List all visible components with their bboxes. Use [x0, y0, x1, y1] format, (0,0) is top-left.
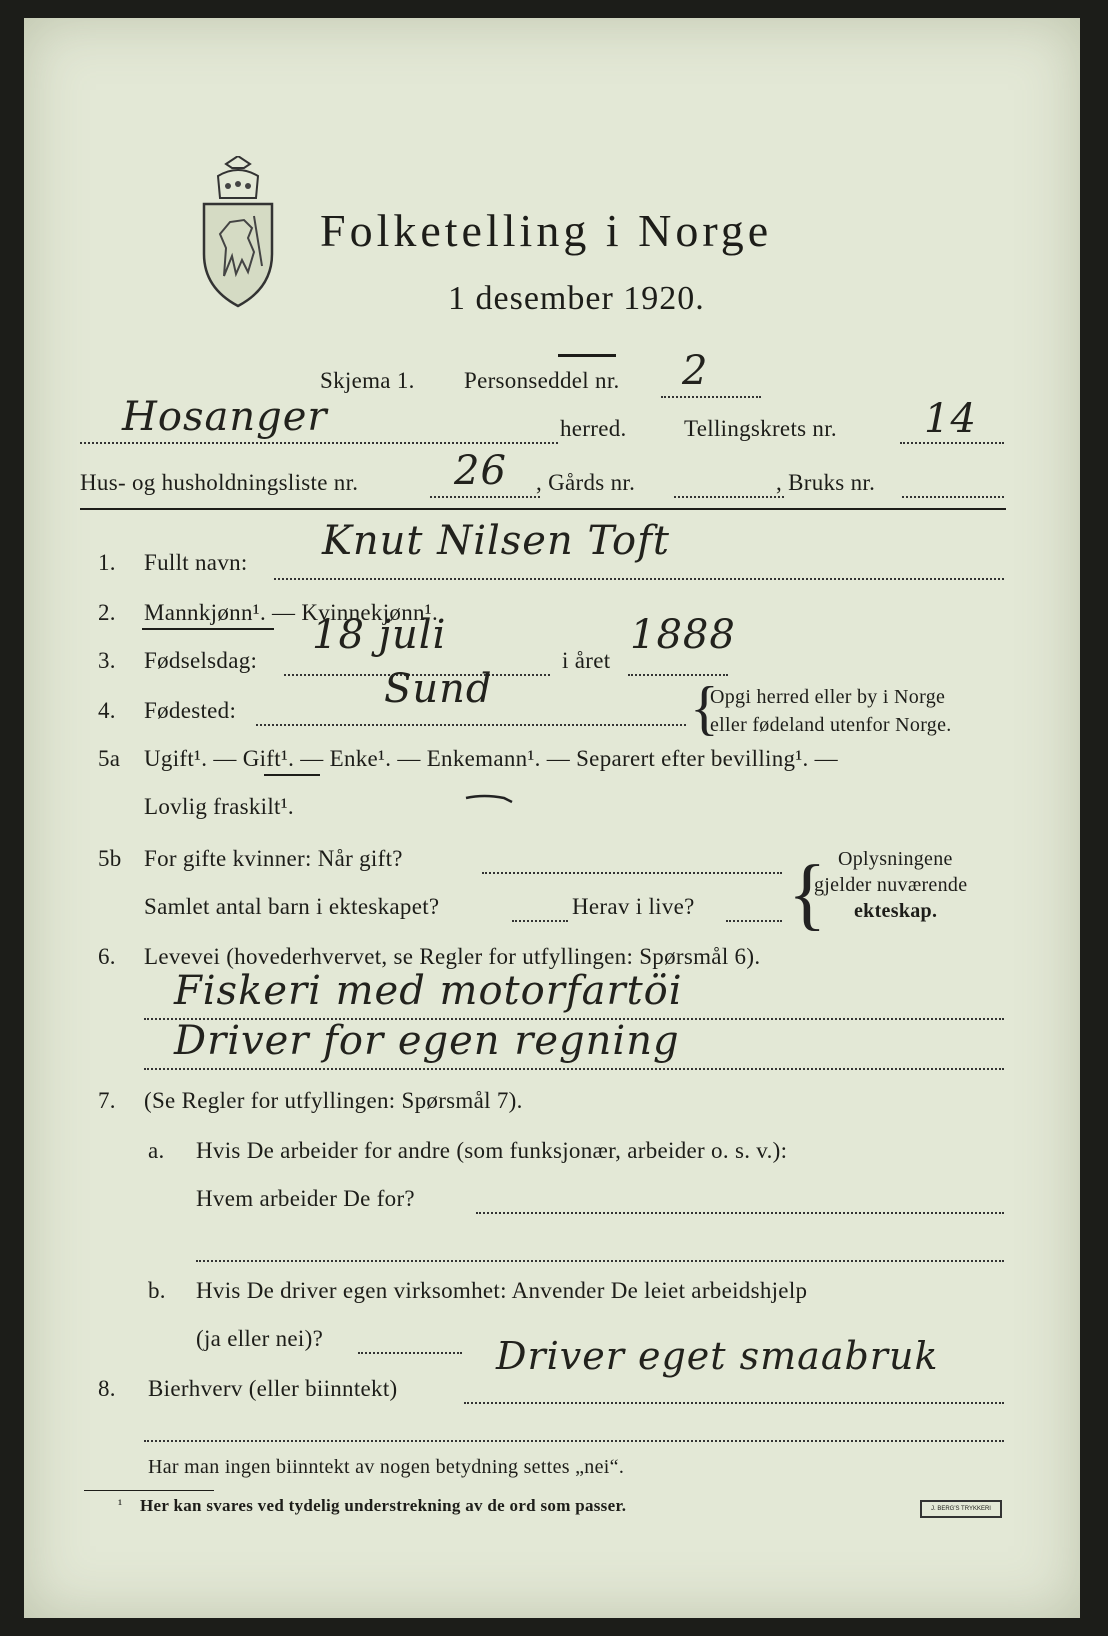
- q5a-pen-mark: [464, 788, 524, 808]
- q6-value-1[interactable]: Fiskeri med motorfartöi: [174, 968, 683, 1014]
- q4-note-2: eller fødeland utenfor Norge.: [710, 714, 952, 736]
- q7a-label-2: Hvem arbeider De for?: [196, 1186, 415, 1211]
- herred-label: herred.: [560, 416, 627, 441]
- personseddel-line: [661, 396, 761, 398]
- q6-line-2: [144, 1068, 1004, 1070]
- footnote-text: Her kan svares ved tydelig understrekning av de ord som passer.: [140, 1496, 627, 1515]
- census-date: 1 desember 1920.: [448, 280, 705, 317]
- q4-number: 4.: [98, 698, 116, 723]
- bruks-label: , Bruks nr.: [776, 470, 876, 495]
- tellingskrets-line: [900, 442, 1004, 444]
- q3-value[interactable]: 18 juli: [312, 612, 447, 658]
- q4-line: [256, 724, 686, 726]
- q5b-label: For gifte kvinner: Når gift?: [144, 846, 403, 871]
- hus-line: [430, 496, 540, 498]
- census-form-page: [24, 18, 1080, 1618]
- q5b-label-3: Herav i live?: [572, 894, 695, 919]
- q8-label: Bierhverv (eller biinntekt): [148, 1376, 398, 1401]
- q7a-line-2: [196, 1260, 1004, 1262]
- title-divider: [558, 354, 616, 357]
- q5a-label: Ugift¹. — Gift¹. — Enke¹. — Enkemann¹. — Separert efter bevilling¹. —: [144, 746, 838, 771]
- q5b-label-2: Samlet antal barn i ekteskapet?: [144, 894, 440, 919]
- q4-brace: {: [690, 675, 719, 741]
- q5a-number: 5a: [98, 746, 121, 771]
- q1-label: Fullt navn:: [144, 550, 248, 575]
- q5a-label-2: Lovlig fraskilt¹.: [144, 794, 294, 819]
- q3-year-value[interactable]: 1888: [630, 612, 736, 658]
- printer-stamp-text: J. BERG'S TRYKKERI: [931, 1506, 991, 1512]
- personseddel-label: Personseddel nr.: [464, 368, 620, 393]
- q1-line: [274, 578, 1004, 580]
- q8-number: 8.: [98, 1376, 116, 1401]
- q5b-line-3: [726, 920, 782, 922]
- personseddel-value[interactable]: 2: [682, 348, 709, 394]
- q1-number: 1.: [98, 550, 116, 575]
- q7b-label-2: (ja eller nei)?: [196, 1326, 324, 1351]
- q4-value[interactable]: Sund: [384, 666, 493, 712]
- q2-underline: [142, 628, 274, 630]
- q6-number: 6.: [98, 944, 116, 969]
- q1-value[interactable]: Knut Nilsen Toft: [322, 518, 670, 564]
- bruks-line: [902, 496, 1004, 498]
- q4-note-1: Opgi herred eller by i Norge: [710, 686, 946, 708]
- q8-line-2: [144, 1440, 1004, 1442]
- q7a-label: Hvis De arbeider for andre (som funksjonær, arbeider o. s. v.):: [196, 1138, 788, 1163]
- skjema-label: Skjema 1.: [320, 368, 415, 393]
- q8-value[interactable]: Driver eget smaabruk: [496, 1334, 939, 1378]
- q5b-line-1: [482, 872, 782, 874]
- q7b-number: b.: [148, 1278, 166, 1303]
- hus-label: Hus- og husholdningsliste nr.: [80, 470, 359, 495]
- q3-number: 3.: [98, 648, 116, 673]
- gaards-label: , Gårds nr.: [536, 470, 636, 495]
- q7b-line: [358, 1352, 462, 1354]
- q7b-label: Hvis De driver egen virksomhet: Anvender De leiet arbeidshjelp: [196, 1278, 808, 1303]
- q5b-note-3: ekteskap.: [854, 900, 938, 922]
- gaards-line: [674, 496, 784, 498]
- q7a-line-1: [476, 1212, 1004, 1214]
- hus-value[interactable]: 26: [454, 448, 507, 494]
- q5b-line-2: [512, 920, 568, 922]
- q5b-note-1: Oplysningene: [838, 848, 953, 870]
- tellingskrets-label: Tellingskrets nr.: [684, 416, 837, 441]
- q7-number: 7.: [98, 1088, 116, 1113]
- footer-note: Har man ingen biinntekt av nogen betydning settes „nei“.: [148, 1456, 625, 1478]
- footnote-mark: ¹: [118, 1498, 123, 1513]
- q4-label: Fødested:: [144, 698, 237, 723]
- footnote-divider: [84, 1490, 214, 1491]
- printer-stamp: [920, 1500, 1002, 1518]
- form-title: Folketelling i Norge: [320, 205, 773, 256]
- tellingskrets-value[interactable]: 14: [924, 396, 977, 442]
- q5b-note-2: gjelder nuværende: [814, 874, 968, 896]
- q7a-number: a.: [148, 1138, 165, 1163]
- q8-line: [464, 1402, 1004, 1404]
- q6-value-2[interactable]: Driver for egen regning: [174, 1018, 680, 1064]
- header-divider: [80, 508, 1006, 510]
- q5a-underline: [264, 774, 320, 776]
- q5b-number: 5b: [98, 846, 122, 871]
- herred-line: [80, 442, 558, 444]
- coat-of-arms-icon: [196, 156, 280, 308]
- q2-number: 2.: [98, 600, 116, 625]
- q7-label: (Se Regler for utfyllingen: Spørsmål 7).: [144, 1088, 523, 1113]
- q5b-brace: {: [788, 850, 827, 938]
- q3-year-label: i året: [562, 648, 611, 673]
- q6-label: Levevei (hovederhvervet, se Regler for utfyllingen: Spørsmål 6).: [144, 944, 761, 969]
- q2-label: Mannkjønn¹. — Kvinnekjønn¹.: [144, 600, 439, 625]
- herred-value[interactable]: Hosanger: [122, 394, 328, 440]
- q3-label: Fødselsdag:: [144, 648, 258, 673]
